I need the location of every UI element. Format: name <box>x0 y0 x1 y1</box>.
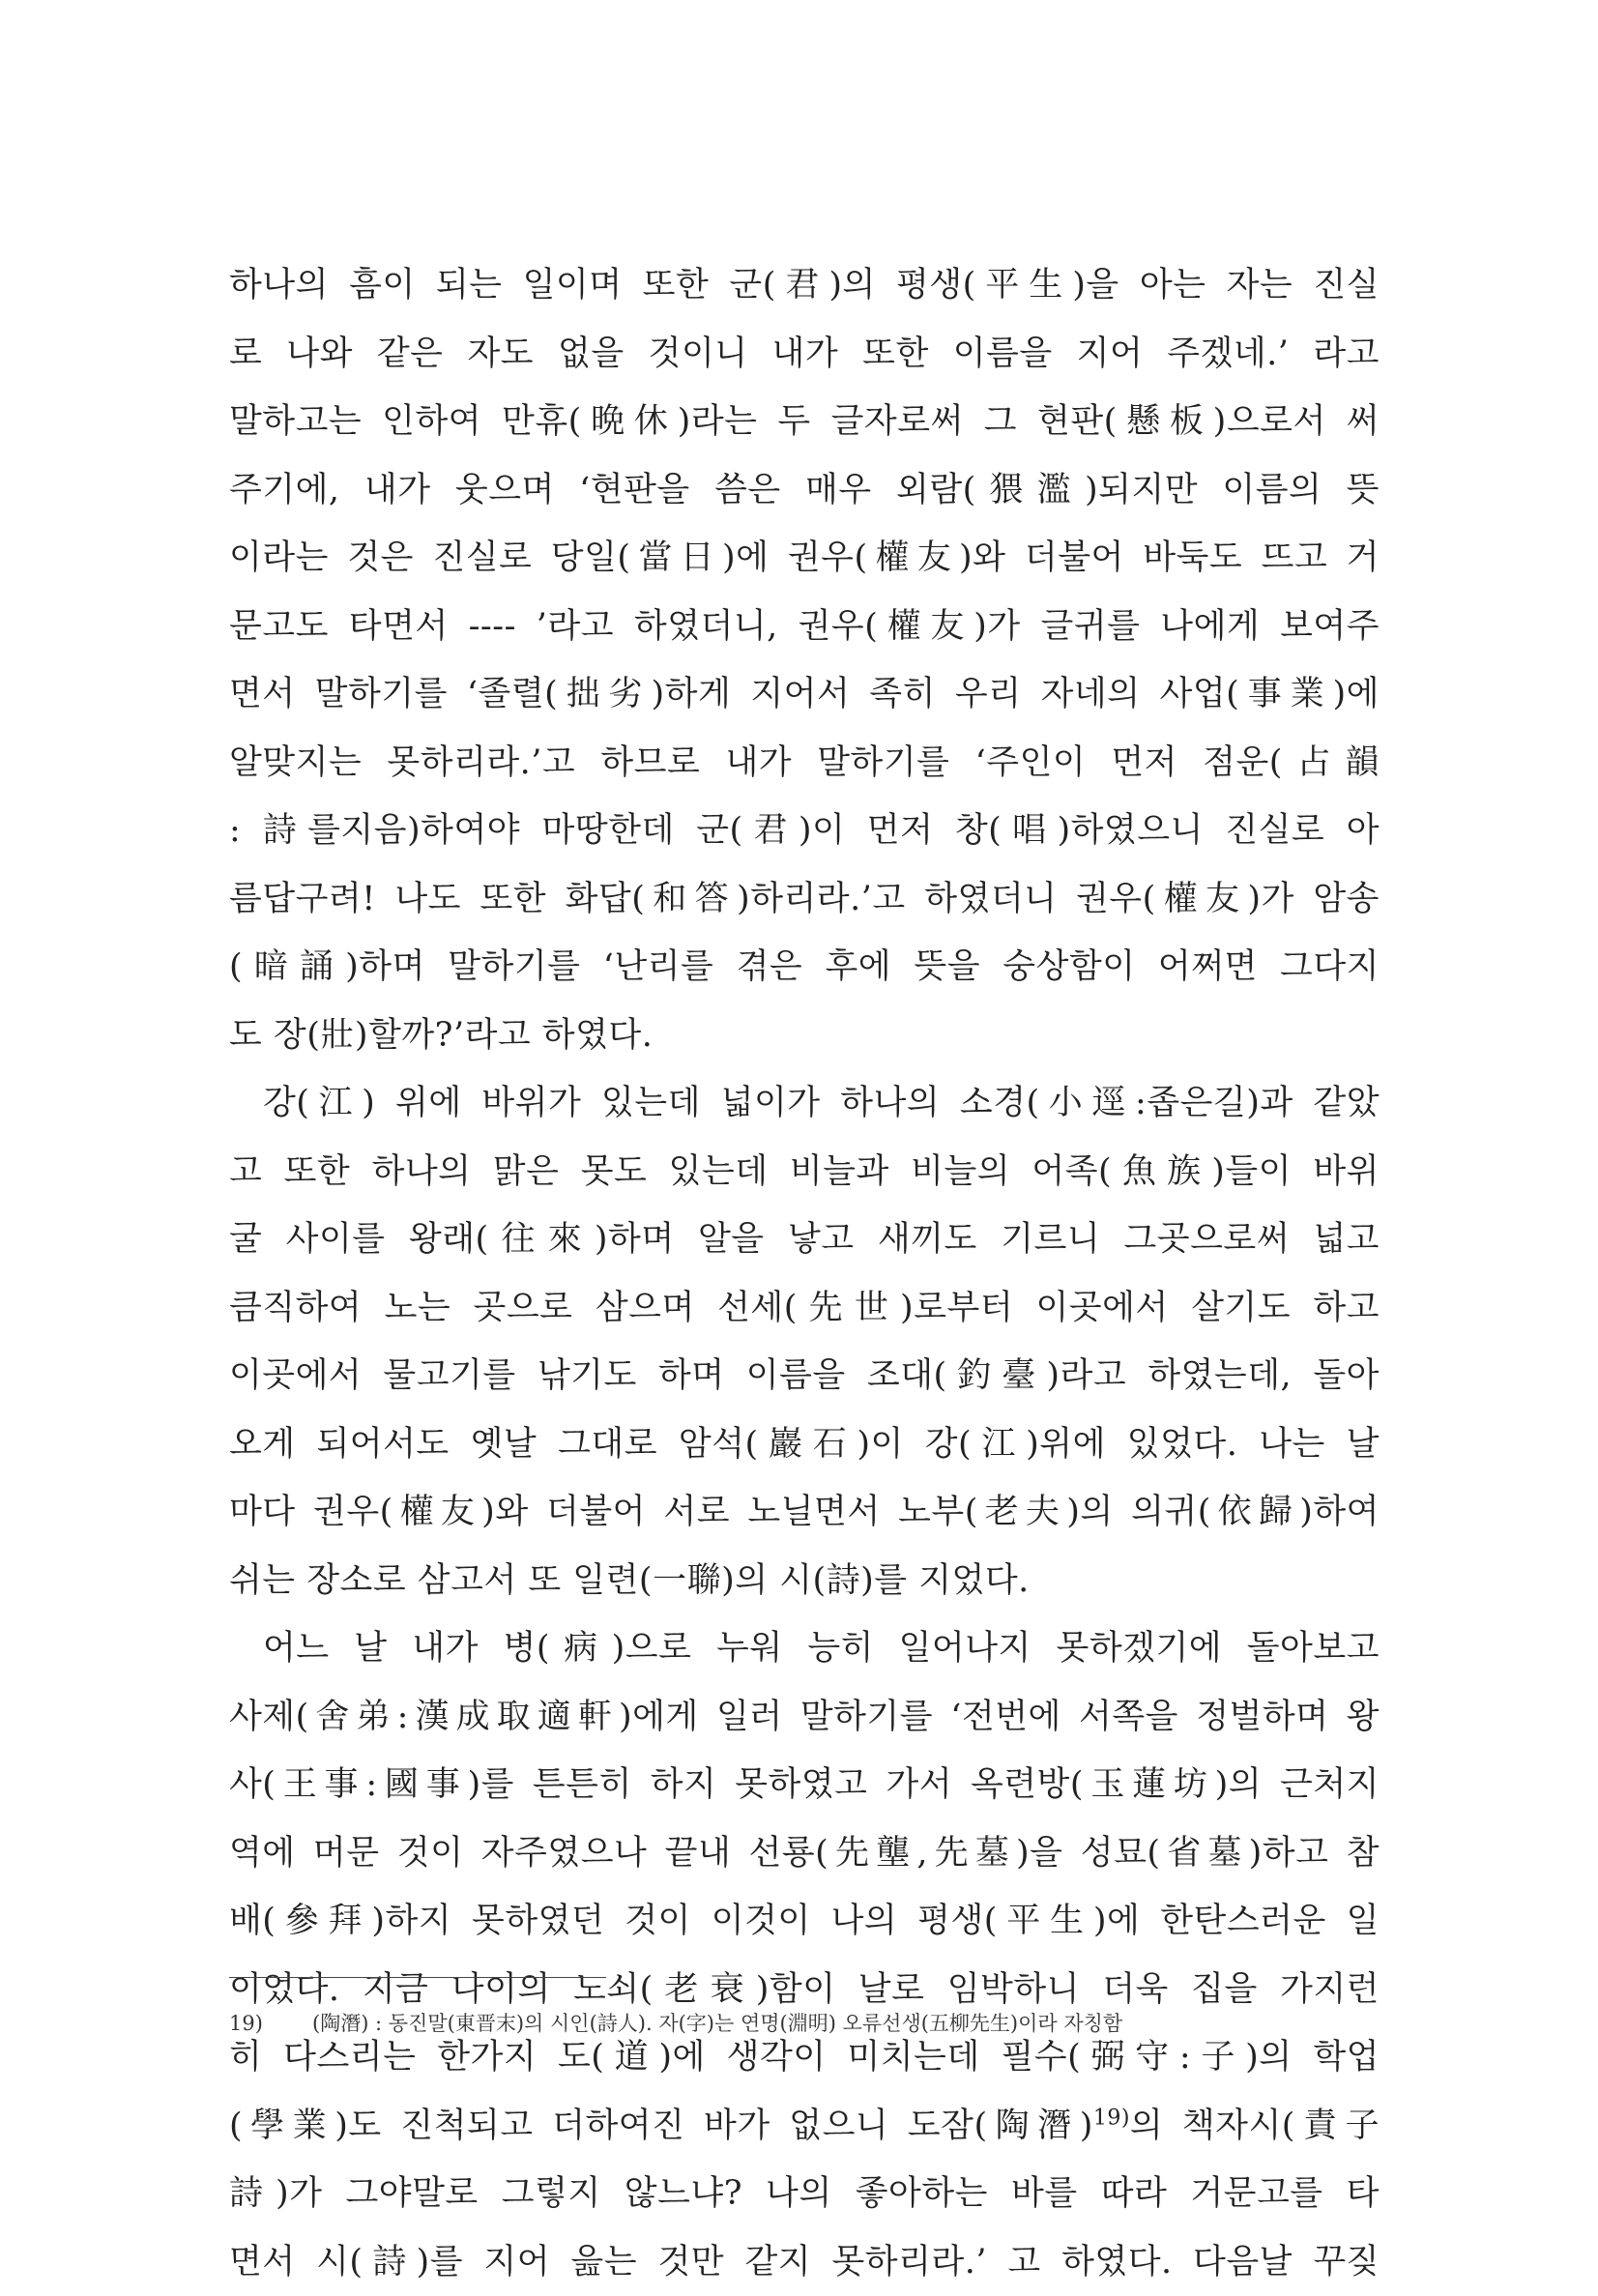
paragraph-3 <box>229 1614 1380 2296</box>
text-line: 로 나와 같은 자도 없을 것이니 내가 또한 이름을 지어 주겠네.’ 라고 <box>229 320 1380 389</box>
text-line: 히 다스리는 한가지 도(道)에 생각이 미치는데 필수(弼守:子)의 학업 <box>229 2023 1380 2092</box>
text-line: 말하고는 인하여 만휴(晩休)라는 두 글자로써 그 현판(懸板)으로서 써 <box>229 388 1380 456</box>
footnote-text: (陶潛) : 동진말(東晋末)의 시인(詩人). 자(字)는 연명(淵明) 오류선생(五柳先生)이라 자칭함 <box>312 2012 1122 2035</box>
text-line: 쉬는 장소로 삼고서 또 일련(一聯)의 시(詩)를 지었다. <box>229 1547 1380 1615</box>
text-line: 詩)가 그야말로 그렇지 않느냐? 나의 좋아하는 바를 따라 거문고를 타 <box>229 2160 1380 2228</box>
text-line: 굴 사이를 왕래(往來)하며 알을 낳고 새끼도 기르니 그곳으로써 넓고 <box>229 1206 1380 1274</box>
footnote-number: 19) <box>229 2009 312 2038</box>
footnote-reference[interactable]: 19) <box>1093 2106 1130 2130</box>
text-line: 큼직하여 노는 곳으로 삼으며 선세(先世)로부터 이곳에서 살기도 하고 <box>229 1274 1380 1343</box>
text-line: 고 또한 하나의 맑은 못도 있는데 비늘과 비늘의 어족(魚族)들이 바위 <box>229 1138 1380 1206</box>
text-line: 이곳에서 물고기를 낚기도 하며 이름을 조대(釣臺)라고 하였는데, 돌아 <box>229 1342 1380 1410</box>
text-line: 알맞지는 못하리라.’고 하므로 내가 말하기를 ‘주인이 먼저 점운(占韻 <box>229 729 1380 798</box>
text-line: 역에 머문 것이 자주였으나 끝내 선룡(先壟,先墓)을 성묘(省墓)하고 참 <box>229 1819 1380 1888</box>
text-line: 배(參拜)하지 못하였던 것이 이것이 나의 평생(平生)에 한탄스러운 일 <box>229 1887 1380 1956</box>
text-line: 이라는 것은 진실로 당일(當日)에 권우(權友)와 더불어 바둑도 뜨고 거 <box>229 524 1380 593</box>
text-line: 사제(舍弟:漢成取適軒)에게 일러 말하기를 ‘전번에 서쪽을 정벌하며 왕 <box>229 1683 1380 1752</box>
text-line: (暗誦)하며 말하기를 ‘난리를 겪은 후에 뜻을 숭상함이 어쩌면 그다지 <box>229 933 1380 1002</box>
text-line: : 詩를지음)하여야 마땅한데 군(君)이 먼저 창(唱)하였으니 진실로 아 <box>229 797 1380 865</box>
body-text <box>229 251 1380 2296</box>
text-line: 면서 말하기를 ‘졸렬(拙劣)하게 지어서 족히 우리 자네의 사업(事業)에 <box>229 660 1380 729</box>
text-line: 이었다. 지금 나이의 노쇠(老衰)함이 날로 임박하니 더욱 집을 가지런 <box>229 1956 1380 2024</box>
footnote-divider <box>229 1977 606 1978</box>
text-line: 도 장(壯)할까?’라고 하였다. <box>229 1002 1380 1070</box>
text-line: 강(江) 위에 바위가 있는데 넓이가 하나의 소경(小逕:좁은길)과 같았 <box>229 1069 1380 1138</box>
text-line: 주기에, 내가 웃으며 ‘현판을 씀은 매우 외람(猥濫)되지만 이름의 뜻 <box>229 456 1380 525</box>
text-line: 하나의 흠이 되는 일이며 또한 군(君)의 평생(平生)을 아는 자는 진실 <box>229 251 1380 320</box>
text-line: 름답구려! 나도 또한 화답(和答)하리라.’고 하였더니 권우(權友)가 암송 <box>229 865 1380 934</box>
text-line: 문고도 타면서 ---- ’라고 하였더니, 권우(權友)가 글귀를 나에게 보여주 <box>229 593 1380 661</box>
paragraph-2 <box>229 1069 1380 1614</box>
text-line: 면서 시(詩)를 지어 읊는 것만 같지 못하리라.’ 고 하였다. 다음날 꾸짖 <box>229 2228 1380 2296</box>
text-line: 마다 권우(權友)와 더불어 서로 노닐면서 노부(老夫)의 의귀(依歸)하여 <box>229 1478 1380 1547</box>
text-line: 어느 날 내가 병(病)으로 누워 능히 일어나지 못하겠기에 돌아보고 <box>229 1614 1380 1683</box>
text-line: 오게 되어서도 옛날 그대로 암석(巖石)이 강(江)위에 있었다. 나는 날 <box>229 1410 1380 1479</box>
text-segment: (學業)도 진척되고 더하여진 바가 없으니 도잠(陶潛) <box>229 2107 1093 2145</box>
text-segment: 의 책자시(責子 <box>1130 2107 1380 2145</box>
text-line-with-footnote <box>229 2092 1380 2161</box>
footnote <box>229 2009 1380 2038</box>
text-line: 사(王事:國事)를 튼튼히 하지 못하였고 가서 옥련방(玉蓮坊)의 근처지 <box>229 1751 1380 1819</box>
paragraph-1 <box>229 251 1380 1069</box>
